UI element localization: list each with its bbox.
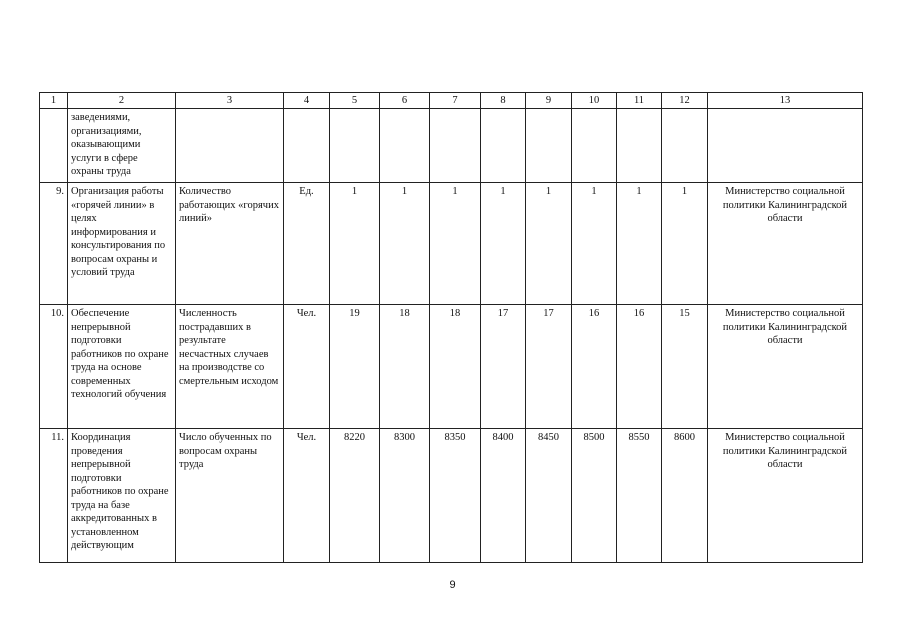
- cell-num: 11.: [40, 429, 68, 563]
- table-row-continuation: [40, 109, 863, 183]
- cell-value: 19: [330, 305, 380, 429]
- header-cell: 13: [708, 93, 863, 109]
- cell-value: 8300: [380, 429, 430, 563]
- cell-value: [380, 109, 430, 183]
- table-row: [40, 429, 863, 563]
- table-row: [40, 305, 863, 429]
- cell-value: [617, 109, 662, 183]
- header-cell: 7: [430, 93, 481, 109]
- header-cell: 5: [330, 93, 380, 109]
- cell-value: [330, 109, 380, 183]
- cell-indicator: Численность пострадавших в результате несчастных случаев на производстве со смертельным исходом: [176, 305, 284, 429]
- cell-value: 15: [662, 305, 708, 429]
- cell-unit: Чел.: [284, 429, 330, 563]
- header-cell: 9: [526, 93, 572, 109]
- page-number: 9: [449, 579, 456, 591]
- header-cell: 3: [176, 93, 284, 109]
- table-row: [40, 183, 863, 305]
- cell-responsible: Министерство социальной политики Калининградской области: [708, 429, 863, 563]
- cell-value: 17: [526, 305, 572, 429]
- cell-value: [526, 109, 572, 183]
- cell-indicator: Число обученных по вопросам охраны труда: [176, 429, 284, 563]
- cell-num: [40, 109, 68, 183]
- document-table: [39, 92, 863, 563]
- header-cell: 12: [662, 93, 708, 109]
- cell-value: 16: [572, 305, 617, 429]
- cell-activity: заведениями, организациями, оказывающими услуги в сфере охраны труда: [68, 109, 176, 183]
- cell-unit: Ед.: [284, 183, 330, 305]
- cell-value: 18: [430, 305, 481, 429]
- cell-responsible: Министерство социальной политики Калининградской области: [708, 305, 863, 429]
- cell-value: 1: [572, 183, 617, 305]
- cell-indicator: Количество работающих «горячих линий»: [176, 183, 284, 305]
- header-cell: 1: [40, 93, 68, 109]
- cell-value: 1: [617, 183, 662, 305]
- cell-value: 8220: [330, 429, 380, 563]
- cell-num: 9.: [40, 183, 68, 305]
- cell-value: 8500: [572, 429, 617, 563]
- cell-value: 17: [481, 305, 526, 429]
- cell-value: 8400: [481, 429, 526, 563]
- cell-value: 18: [380, 305, 430, 429]
- cell-value: [481, 109, 526, 183]
- header-cell: 11: [617, 93, 662, 109]
- cell-unit: Чел.: [284, 305, 330, 429]
- header-cell: 6: [380, 93, 430, 109]
- cell-value: [662, 109, 708, 183]
- cell-value: 1: [430, 183, 481, 305]
- cell-value: 16: [617, 305, 662, 429]
- cell-value: 8600: [662, 429, 708, 563]
- cell-value: 8550: [617, 429, 662, 563]
- cell-value: 1: [380, 183, 430, 305]
- cell-activity: Обеспечение непрерывной подготовки работников по охране труда на основе современных технологий обучения: [68, 305, 176, 429]
- cell-value: 8350: [430, 429, 481, 563]
- header-cell: 8: [481, 93, 526, 109]
- cell-num: 10.: [40, 305, 68, 429]
- cell-value: 1: [526, 183, 572, 305]
- cell-value: 1: [481, 183, 526, 305]
- header-cell: 10: [572, 93, 617, 109]
- header-row: [40, 93, 863, 109]
- cell-activity: Координация проведения непрерывной подготовки работников по охране труда на базе аккредитованных в установленном действующим: [68, 429, 176, 563]
- cell-value: 8450: [526, 429, 572, 563]
- cell-value: 1: [662, 183, 708, 305]
- cell-responsible: Министерство социальной политики Калининградской области: [708, 183, 863, 305]
- cell-value: [572, 109, 617, 183]
- cell-unit: [284, 109, 330, 183]
- cell-responsible: [708, 109, 863, 183]
- header-cell: 4: [284, 93, 330, 109]
- cell-value: [430, 109, 481, 183]
- cell-activity: Организация работы «горячей линии» в целях информирования и консультирования по вопросам охраны и условий труда: [68, 183, 176, 305]
- cell-value: 1: [330, 183, 380, 305]
- header-cell: 2: [68, 93, 176, 109]
- cell-indicator: [176, 109, 284, 183]
